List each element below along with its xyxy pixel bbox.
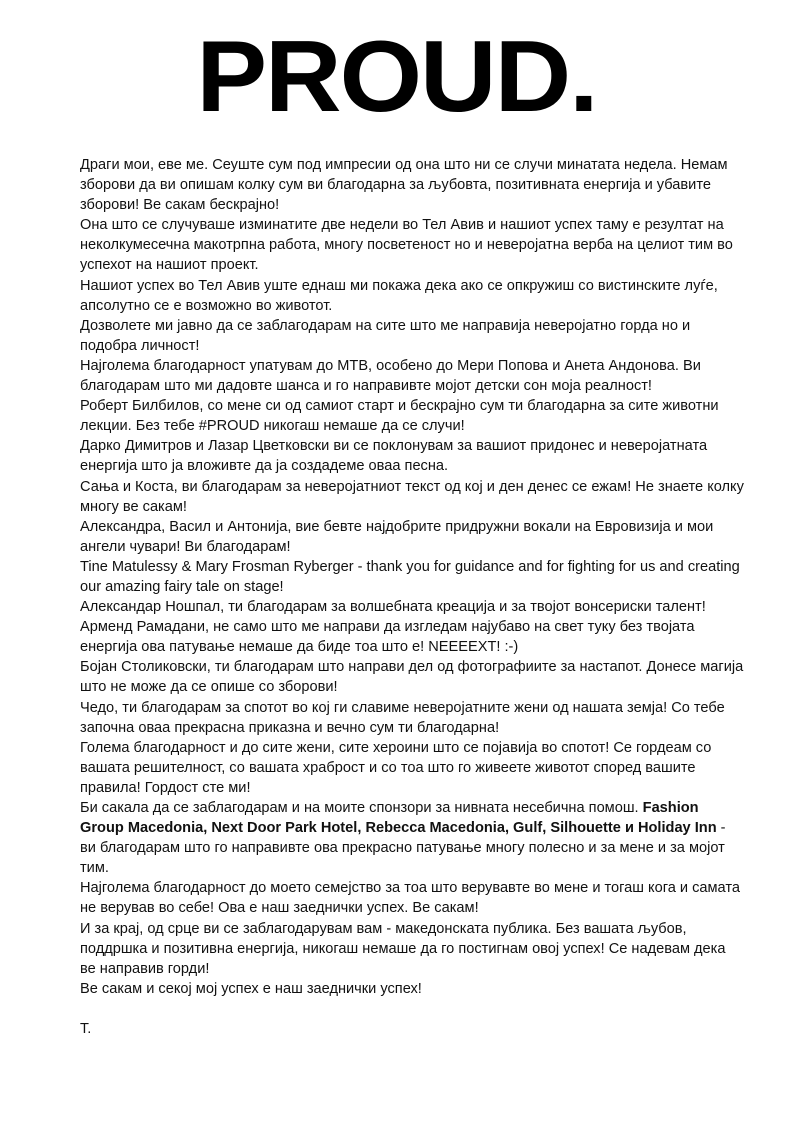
paragraph: Голема благодарност и до сите жени, сите хероини што се појавија во спотот! Се гордеам со вашата решителност, со вашата храброст и со тоа што го живеете животот според вашите правила! Гордост сте ми! bbox=[80, 739, 712, 796]
paragraph: Нашиот успех во Тел Авив уште еднаш ми покажа дека ако се опкружиш со вистинските луѓе, апсолутно се е возможно во животот. bbox=[80, 277, 718, 314]
paragraph: Најголема благодарност упатувам до МТВ, особено до Мери Попова и Анета Андонова. Ви благодарам што ми дадовте шанса и го направивте мојот детски сон моја реалност! bbox=[80, 357, 701, 395]
paragraph: Чедо, ти благодарам за спотот во кој ги славиме неверојатните жени од нашата земја! Со тебе започна оваа прекрасна приказна и вечно сум ти благодарна! bbox=[80, 699, 725, 736]
paragraph: Александра, Васил и Антонија, вие бевте најдобрите придружни вокали на Евровизија и мои ангели чувари! Ви благодарам! bbox=[80, 518, 714, 555]
paragraph: И за крај, од срце ви се заблагодарувам вам - македонската публика. Без вашата љубов, поддршка и позитивна енергија, никогаш немаше да го постигнам овој успех! Се надевам дека ве направив горди! bbox=[80, 920, 726, 977]
signature: Т. bbox=[80, 1020, 92, 1037]
sponsors-intro: Би сакала да се заблагодарам и на моите спонзори за нивната несебична помош. bbox=[80, 800, 643, 816]
paragraph: Бојан Столиковски, ти благодарам што направи дел од фотографиите за настапот. Донесе магија што не може да се опише со зборови! bbox=[80, 659, 744, 696]
sponsors-paragraph bbox=[80, 798, 744, 878]
paragraph: Tine Matulessy & Mary Frosman Ryberger - thank you for guidance and for fighting for us and creating our amazing fairy tale on stage! bbox=[80, 558, 740, 595]
paragraph: Арменд Рамадани, не само што ме направи да изгледам најубаво на свет туку без твојата енергија ова патување немаше да биде тоа што е! NEEEEXT! :-) bbox=[80, 619, 695, 656]
paragraph: Она што се случуваше изминатите две недели во Тел Авив и нашиот успех таму е резултат на неколкумесечна макотрпна работа, многу посветеност но и неверојатна верба на целиот тим во успехот на нашиот проект. bbox=[80, 217, 733, 274]
sponsors-names: Fashion Group Macedonia, Next Door Park Hotel, Rebecca Macedonia, Gulf, Silhouette и Holiday Inn bbox=[80, 800, 717, 837]
paragraph: Дарко Димитров и Лазар Цветковски ви се поклонувам за вашиот придонес и неверојатната енергија што ја вложивте да ја создадеме оваа песна. bbox=[80, 438, 708, 475]
paragraph: Александар Ношпал, ти благодарам за волшебната креација и за твојот вонсериски талент! bbox=[80, 599, 706, 616]
letter-body bbox=[80, 155, 744, 1039]
paragraph: Дозволете ми јавно да се заблагодарам на сите што ме направија неверојатно горда но и подобра личност! bbox=[80, 317, 691, 354]
sponsors-thanks: - ви благодарам што го направивте ова прекрасно патување многу полесно и за мене и за мојот тим. bbox=[80, 820, 726, 877]
paragraph: Сања и Коста, ви благодарам за неверојатниот текст од кој и ден денес се ежам! Не знаете колку многу ве сакам! bbox=[80, 478, 744, 515]
proud-logo: PROUD. bbox=[196, 20, 597, 134]
paragraph: Драги мои, еве ме. Сеуште сум под импресии од она што ни се случи минатата недела. Немам зборови да ви опишам колку сум ви благодарна за љубовта, позитивната енергија и убавите зборови! Ве сакам бескрајно! bbox=[80, 157, 728, 214]
paragraph: Роберт Билбилов, со мене си од самиот старт и бескрајно сум ти благодарна за сите животни лекции. Без тебе #PROUD никогаш немаше да се случи! bbox=[80, 398, 719, 435]
paragraph: Најголема благодарност до моето семејство за тоа што верувавте во мене и тогаш кога и самата не верував во себе! Ова е наш заеднички успех. Ве сакам! bbox=[80, 880, 740, 917]
paragraph: Ве сакам и секој мој успех е наш заеднички успех! bbox=[80, 980, 422, 997]
